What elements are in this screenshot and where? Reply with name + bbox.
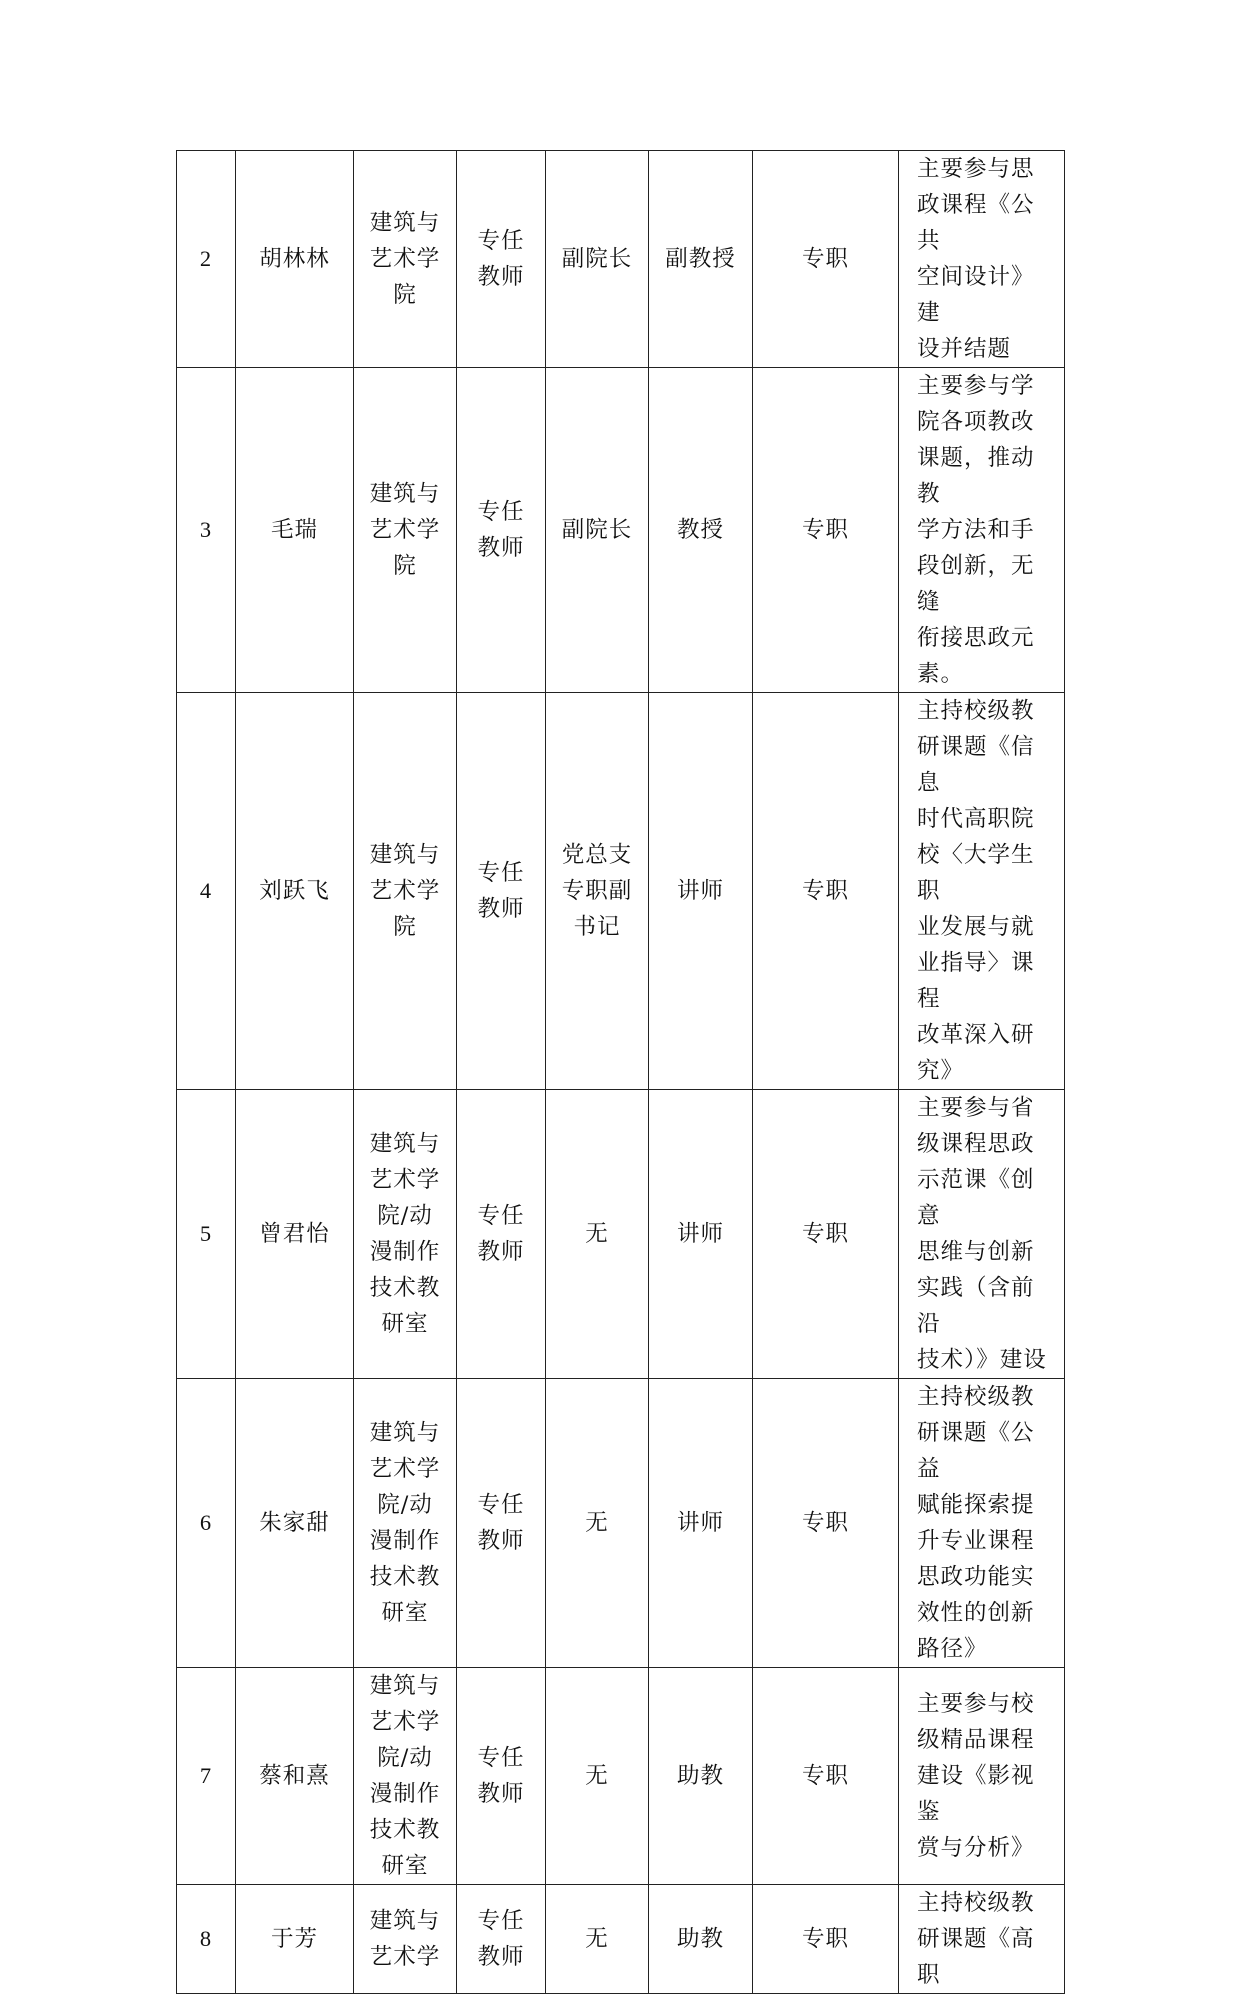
professional-title: 副教授	[649, 151, 753, 368]
administrative-post: 副院长	[546, 151, 649, 368]
teacher-name: 朱家甜	[236, 1379, 354, 1668]
administrative-post: 无	[546, 1668, 649, 1885]
department: 建筑与 艺术学 院/动 漫制作 技术教 研室	[354, 1379, 457, 1668]
department: 建筑与 艺术学	[354, 1885, 457, 1994]
contribution-note: 主持校级教 研课题《高职	[899, 1885, 1065, 1994]
administrative-post: 无	[546, 1090, 649, 1379]
employment-status: 专职	[753, 368, 899, 693]
table-row	[177, 368, 1065, 693]
professional-title: 助教	[649, 1885, 753, 1994]
employment-status: 专职	[753, 693, 899, 1090]
administrative-post: 党总支 专职副 书记	[546, 693, 649, 1090]
professional-title: 讲师	[649, 693, 753, 1090]
department: 建筑与 艺术学 院	[354, 693, 457, 1090]
professional-title: 助教	[649, 1668, 753, 1885]
table-row	[177, 693, 1065, 1090]
teacher-name: 曾君怡	[236, 1090, 354, 1379]
teacher-type: 专任 教师	[457, 1379, 546, 1668]
contribution-note: 主要参与校 级精品课程 建设《影视鉴 赏与分析》	[899, 1668, 1065, 1885]
contribution-note: 主持校级教 研课题《信息 时代高职院 校〈大学生职 业发展与就 业指导〉课程 改革深入研 究》	[899, 693, 1065, 1090]
table-row	[177, 1090, 1065, 1379]
row-number: 6	[177, 1379, 236, 1668]
staff-table	[176, 150, 1065, 1994]
teacher-name: 于芳	[236, 1885, 354, 1994]
contribution-note: 主持校级教 研课题《公益 赋能探索提 升专业课程 思政功能实 效性的创新 路径》	[899, 1379, 1065, 1668]
employment-status: 专职	[753, 1379, 899, 1668]
table-row	[177, 1885, 1065, 1994]
contribution-note: 主要参与学 院各项教改 课题，推动教 学方法和手 段创新，无缝 衔接思政元 素。	[899, 368, 1065, 693]
department: 建筑与 艺术学 院/动 漫制作 技术教 研室	[354, 1090, 457, 1379]
employment-status: 专职	[753, 1090, 899, 1379]
department: 建筑与 艺术学 院/动 漫制作 技术教 研室	[354, 1668, 457, 1885]
contribution-note: 主要参与省 级课程思政 示范课《创意 思维与创新 实践（含前沿 技术）》建设	[899, 1090, 1065, 1379]
row-number: 4	[177, 693, 236, 1090]
table-row	[177, 151, 1065, 368]
teacher-type: 专任 教师	[457, 693, 546, 1090]
teacher-type: 专任 教师	[457, 368, 546, 693]
administrative-post: 副院长	[546, 368, 649, 693]
teacher-type: 专任 教师	[457, 1090, 546, 1379]
professional-title: 讲师	[649, 1090, 753, 1379]
administrative-post: 无	[546, 1885, 649, 1994]
teacher-name: 蔡和熹	[236, 1668, 354, 1885]
row-number: 2	[177, 151, 236, 368]
teacher-type: 专任 教师	[457, 1885, 546, 1994]
teacher-name: 刘跃飞	[236, 693, 354, 1090]
table-row	[177, 1379, 1065, 1668]
employment-status: 专职	[753, 151, 899, 368]
contribution-note: 主要参与思 政课程《公共 空间设计》建 设并结题	[899, 151, 1065, 368]
employment-status: 专职	[753, 1668, 899, 1885]
row-number: 8	[177, 1885, 236, 1994]
row-number: 5	[177, 1090, 236, 1379]
administrative-post: 无	[546, 1379, 649, 1668]
table-row	[177, 1668, 1065, 1885]
professional-title: 讲师	[649, 1379, 753, 1668]
teacher-type: 专任 教师	[457, 151, 546, 368]
row-number: 7	[177, 1668, 236, 1885]
teacher-type: 专任 教师	[457, 1668, 546, 1885]
department: 建筑与 艺术学 院	[354, 151, 457, 368]
teacher-name: 毛瑞	[236, 368, 354, 693]
employment-status: 专职	[753, 1885, 899, 1994]
teacher-name: 胡林林	[236, 151, 354, 368]
row-number: 3	[177, 368, 236, 693]
department: 建筑与 艺术学 院	[354, 368, 457, 693]
professional-title: 教授	[649, 368, 753, 693]
